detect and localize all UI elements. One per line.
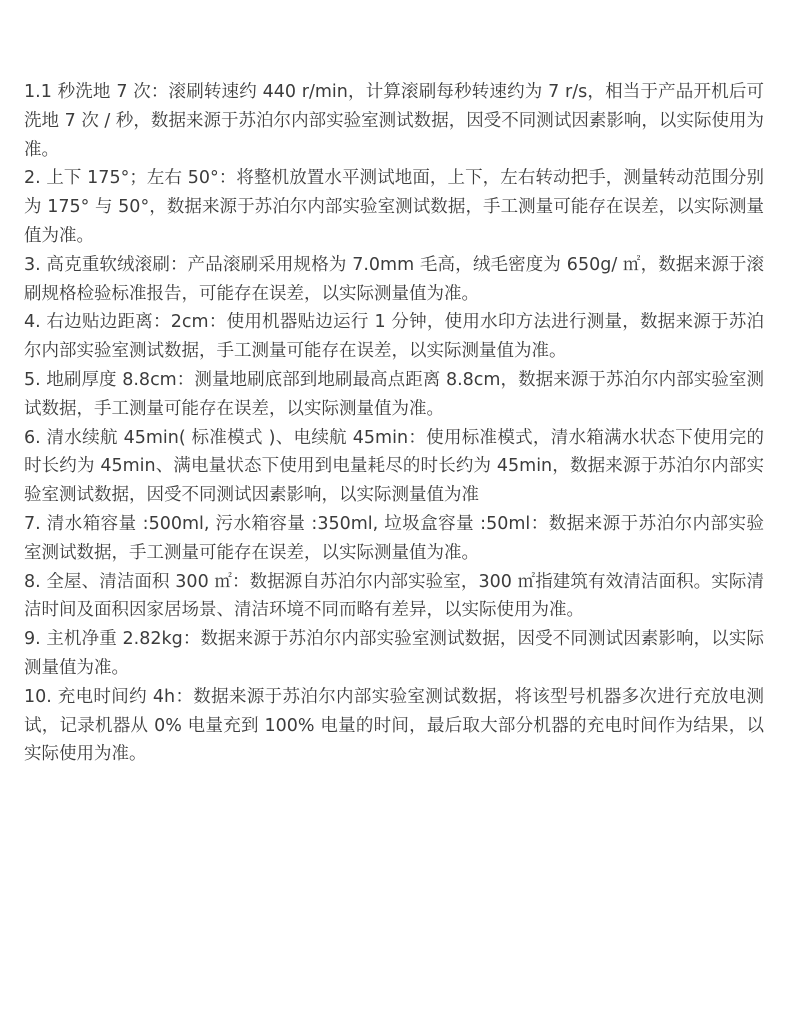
note-item-3: 3. 高克重软绒滚刷：产品滚刷采用规格为 7.0mm 毛高，绒毛密度为 650g/ ㎡，数据来源于滚刷规格检验标准报告，可能存在误差，以实际测量值为准。 [24,254,764,304]
note-item-2: 2. 上下 175°；左右 50°：将整机放置水平测试地面，上下，左右转动把手，测量转动范围分别为 175° 与 50°，数据来源于苏泊尔内部实验室测试数据，手工测量可能存在误差，以实际测量值为准。 [24,168,764,246]
note-item-8: 8. 全屋、清洁面积 300 ㎡：数据源自苏泊尔内部实验室，300 ㎡指建筑有效清洁面积。实际清洁时间及面积因家居场景、清洁环境不同而略有差异，以实际使用为准。 [24,571,764,621]
note-item-1: 1.1 秒洗地 7 次：滚刷转速约 440 r/min，计算滚刷每秒转速约为 7 r/s，相当于产品开机后可洗地 7 次 / 秒，数据来源于苏泊尔内部实验室测试数据，因受不同测试因素影响，以实际使用为准。 [24,82,764,160]
note-item-9: 9. 主机净重 2.82kg：数据来源于苏泊尔内部实验室测试数据，因受不同测试因素影响，以实际测量值为准。 [24,629,764,678]
note-item-4: 4. 右边贴边距离：2cm：使用机器贴边运行 1 分钟，使用水印方法进行测量，数据来源于苏泊尔内部实验室测试数据，手工测量可能存在误差，以实际测量值为准。 [24,312,764,362]
note-item-10: 10. 充电时间约 4h：数据来源于苏泊尔内部实验室测试数据，将该型号机器多次进行充放电测试，记录机器从 0% 电量充到 100% 电量的时间，最后取大部分机器的充电时间作为结果，以实际使用为准。 [24,686,764,765]
footnote-list [24,78,764,769]
note-item-6: 6. 清水续航 45min( 标准模式 )、电续航 45min：使用标准模式，清水箱满水状态下使用完的时长约为 45min、满电量状态下使用到电量耗尽的时长约为 45min，数据来源于苏泊尔内部实验室测试数据，因受不同测试因素影响，以实际测量值为准 [24,427,764,506]
note-item-5: 5. 地刷厚度 8.8cm：测量地刷底部到地刷最高点距离 8.8cm，数据来源于苏泊尔内部实验室测试数据，手工测量可能存在误差，以实际测量值为准。 [24,369,764,419]
note-item-7: 7. 清水箱容量 :500ml, 污水箱容量 :350ml, 垃圾盒容量 :50ml：数据来源于苏泊尔内部实验室测试数据，手工测量可能存在误差，以实际测量值为准。 [24,513,764,563]
